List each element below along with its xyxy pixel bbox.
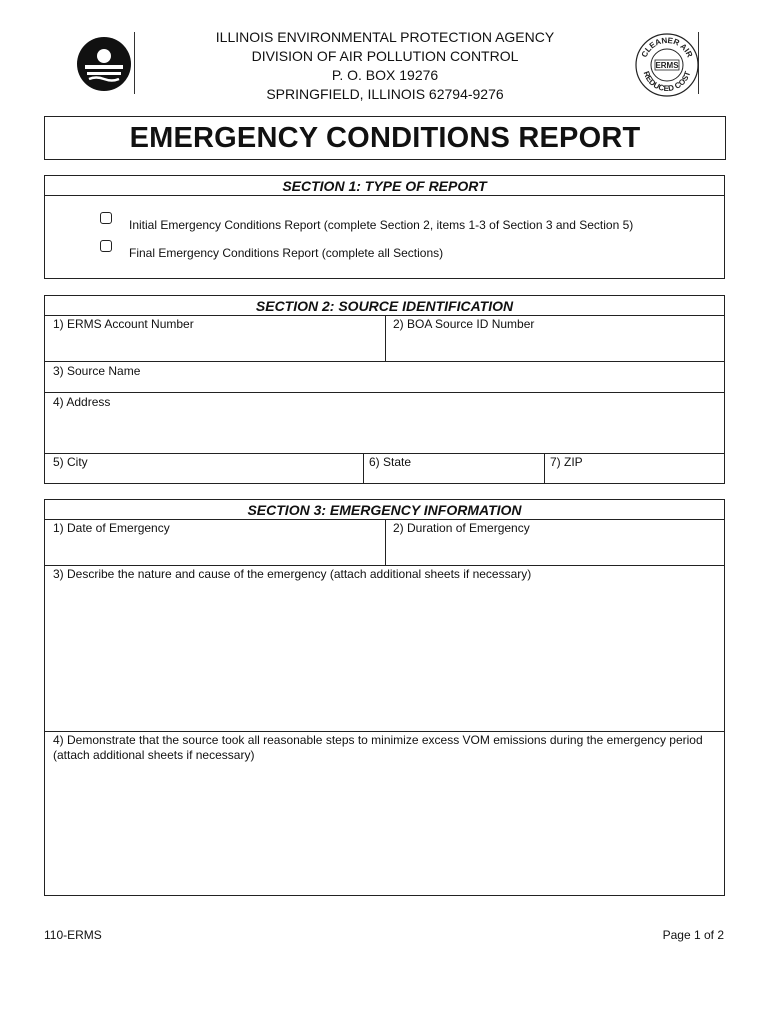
section-1-divider [45, 195, 724, 196]
section-2-divider-row3 [45, 453, 724, 454]
initial-report-checkbox[interactable] [100, 212, 112, 224]
svg-text:CLEANER AIR [640, 36, 695, 59]
section-2-heading: SECTION 2: SOURCE IDENTIFICATION [255, 298, 514, 314]
page-number: Page 1 of 2 [662, 928, 724, 942]
seal-text-center: ERMS [655, 61, 679, 70]
section-3-row1-separator [385, 519, 386, 565]
section-2-source-identification [44, 295, 725, 484]
final-report-checkbox[interactable] [100, 240, 112, 252]
section-3-divider-row2 [45, 731, 724, 732]
section-2-divider-row1 [45, 361, 724, 362]
address-label: 4) Address [53, 395, 111, 409]
demonstrate-steps-label: 4) Demonstrate that the source took all reasonable steps to minimize excess VOM emissions during the emergency period (attach additional sheets if necessary) [53, 733, 703, 762]
erms-seal-icon [634, 32, 700, 98]
city-state-zip: SPRINGFIELD, ILLINOIS 62794-9276 [266, 86, 504, 102]
initial-report-label: Initial Emergency Conditions Report (complete Section 2, items 1-3 of Section 3 and Section 5) [129, 218, 634, 232]
po-box: P. O. BOX 19276 [331, 67, 439, 83]
describe-emergency-label: 3) Describe the nature and cause of the emergency (attach additional sheets if necessary) [53, 567, 532, 581]
division-name: DIVISION OF AIR POLLUTION CONTROL [251, 48, 519, 64]
agency-name: ILLINOIS ENVIRONMENTAL PROTECTION AGENCY [215, 29, 555, 45]
city-label: 5) City [53, 455, 88, 469]
section-2-state-zip-separator [544, 453, 545, 484]
section-2-row1-separator [385, 315, 386, 361]
section-2-divider-row2 [45, 392, 724, 393]
final-report-label: Final Emergency Conditions Report (complete all Sections) [129, 246, 444, 260]
source-name-label: 3) Source Name [53, 364, 141, 378]
zip-label: 7) ZIP [550, 455, 583, 469]
erms-account-number-label: 1) ERMS Account Number [53, 317, 194, 331]
section-1-type-of-report [44, 175, 725, 279]
section-3-emergency-information [44, 499, 725, 896]
boa-source-id-label: 2) BOA Source ID Number [393, 317, 535, 331]
section-3-divider-row1 [45, 565, 724, 566]
state-label: 6) State [369, 455, 412, 469]
seal-text-bottom: REDUCED COST [641, 70, 693, 94]
form-title: EMERGENCY CONDITIONS REPORT [44, 116, 726, 160]
duration-of-emergency-label: 2) Duration of Emergency [393, 521, 530, 535]
section-2-city-state-separator [363, 453, 364, 484]
section-3-heading: SECTION 3: EMERGENCY INFORMATION [247, 502, 522, 518]
seal-text-top: CLEANER AIR [639, 35, 695, 59]
date-of-emergency-label: 1) Date of Emergency [53, 521, 170, 535]
section-1-heading: SECTION 1: TYPE OF REPORT [282, 178, 487, 194]
form-number: 110-ERMS [44, 928, 102, 942]
